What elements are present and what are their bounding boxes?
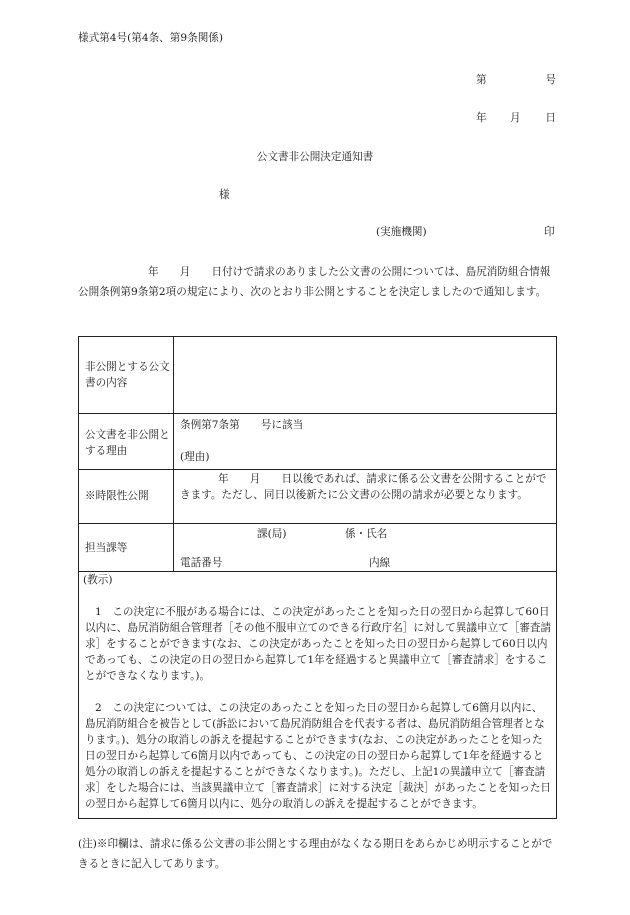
date-month: 月 <box>510 112 521 124</box>
column-divider <box>173 337 174 571</box>
instruction-item-1: 1 この決定に不服がある場合には、この決定があったことを知った日の翌日から起算して60日以内に、島尻消防組合管理者［その他不服申立てのできる行政庁名］に対して異議申立て［審査請求］をすることができます(なお、この決定があったことを知った日の翌日から起算して60日以内であっても、この決定の日の翌日から起算して1年を経過すると異議申立て［審査請求］をすることができなくなります。)。 <box>85 606 552 682</box>
row-divider <box>79 523 556 524</box>
issuing-agency: (実施機関) <box>376 226 427 238</box>
department-label: 担当課等 <box>85 542 128 554</box>
department-section: 課(局) <box>257 528 287 540</box>
instruction-item-2: 2 この決定については、この決定のあったことを知った日の翌日から起算して6箇月以内に、島尻消防組合を被告として(訴訟において島尻消防組合を代表する者は、島尻消防組合管理者となります。)、処分の取消しの訴えを提起することができます(なお、この決定があったことを知った日の翌日から起算して6箇月以内であっても、この決定の日の翌日から起算して1年を経過すると処分の取消しの訴えを提起することができなくなります。)。ただし、上記1の異議申立て［審査請求］をした場合には、当該異議申立て［審査請求］に対する決定［裁決］があったことを知った日の翌日から起算して6箇月以内に、処分の取消しの訴えを提起することができます。 <box>85 702 552 810</box>
document-title: 公文書非公開決定通知書 <box>256 151 374 163</box>
instructions-section <box>85 572 553 812</box>
staff-name-label: 係・氏名 <box>345 528 388 540</box>
timed-disclosure-text: 年 月 日以後であれば、請求に係る公文書を公開することができます。ただし、同日以後新たに公文書の公開の請求が必要となります。 <box>180 473 547 501</box>
withholding-reason-label: 公文書を非公開とする理由 <box>85 429 170 457</box>
date-year: 年 <box>476 112 487 124</box>
document-number-prefix: 第 <box>476 74 487 86</box>
decision-table <box>78 336 557 819</box>
seal-mark: 印 <box>544 226 555 238</box>
instructions-heading: (教示) <box>83 574 113 586</box>
timed-disclosure-label: ※時限性公開 <box>85 490 149 502</box>
intro-text: 年 月 日付けで請求のありました公文書の公開については、島尻消防組合情報公開条例第9条第2項の規定により、次のとおり非公開とすることを決定しましたので通知します。 <box>78 266 551 298</box>
addressee: 様 <box>219 189 230 201</box>
withheld-content-label: 非公開とする公文書の内容 <box>85 361 170 389</box>
row-divider <box>79 413 556 414</box>
row-divider <box>79 469 556 470</box>
phone-number-label: 電話番号 <box>180 557 223 569</box>
document-number-suffix: 号 <box>545 74 556 86</box>
form-number: 様式第4号(第4条、第9条関係) <box>78 32 224 44</box>
date-day: 日 <box>545 112 556 124</box>
footnote: (注)※印欄は、請求に係る公文書の非公開とする理由がなくなる期日をあらかじめ明示することができるときに記入してあります。 <box>78 838 553 870</box>
reason-heading: (理由) <box>180 451 210 463</box>
extension-label: 内線 <box>369 557 391 569</box>
ordinance-clause: 条例第7条第 号に該当 <box>180 419 304 431</box>
